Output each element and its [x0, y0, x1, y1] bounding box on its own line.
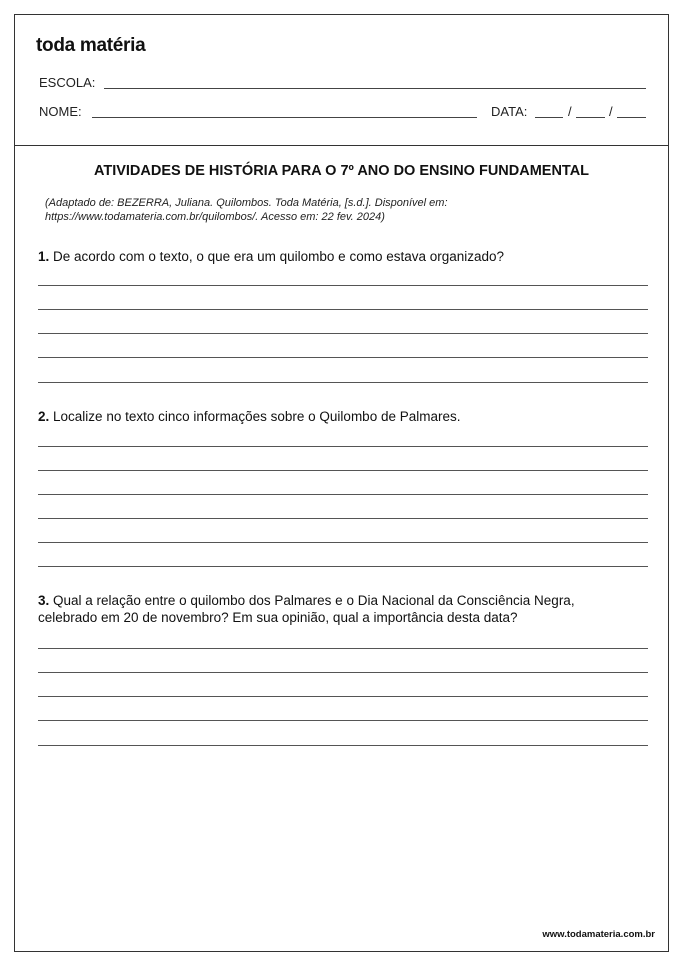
school-label: ESCOLA:	[39, 75, 96, 90]
answer-line[interactable]	[38, 285, 648, 286]
question-text: celebrado em 20 de novembro? Em sua opinião, qual a importância desta data?	[38, 610, 518, 625]
page-title: ATIVIDADES DE HISTÓRIA PARA O 7º ANO DO ENSINO FUNDAMENTAL	[93, 163, 590, 179]
date-day-field[interactable]	[535, 117, 563, 118]
date-label: DATA:	[491, 104, 528, 119]
date-month-field[interactable]	[576, 117, 605, 118]
question-text: De acordo com o texto, o que era um quilombo e como estava organizado?	[53, 249, 505, 264]
question-2	[38, 408, 638, 425]
question-number: 1.	[38, 249, 50, 264]
question-1	[38, 248, 638, 265]
date-separator: /	[568, 104, 572, 119]
answer-line[interactable]	[38, 446, 648, 447]
answer-line[interactable]	[38, 672, 648, 673]
answer-line[interactable]	[38, 470, 648, 471]
question-number: 2.	[38, 409, 50, 424]
logo: toda matéria	[36, 35, 146, 56]
worksheet-header	[15, 15, 668, 146]
answer-line[interactable]	[38, 696, 648, 697]
answer-line[interactable]	[38, 720, 648, 721]
question-text: Localize no texto cinco informações sobre o Quilombo de Palmares.	[53, 409, 461, 424]
footer-url: www.todamateria.com.br	[542, 929, 655, 940]
name-label: NOME:	[39, 104, 82, 119]
date-separator: /	[609, 104, 613, 119]
answer-line[interactable]	[38, 382, 648, 383]
question-text: Qual a relação entre o quilombo dos Palmares e o Dia Nacional da Consciência Negra,	[53, 593, 575, 608]
answer-line[interactable]	[38, 333, 648, 334]
answer-line[interactable]	[38, 518, 648, 519]
citation-line: (Adaptado de: BEZERRA, Juliana. Quilombos. Toda Matéria, [s.d.]. Disponível em:	[45, 197, 448, 209]
citation-line: https://www.todamateria.com.br/quilombos/. Acesso em: 22 fev. 2024)	[45, 211, 385, 223]
question-3	[38, 592, 638, 626]
answer-line[interactable]	[38, 357, 648, 358]
citation	[45, 196, 645, 224]
name-field[interactable]	[92, 117, 477, 118]
answer-line[interactable]	[38, 494, 648, 495]
date-year-field[interactable]	[617, 117, 646, 118]
answer-line[interactable]	[38, 566, 648, 567]
answer-line[interactable]	[38, 309, 648, 310]
answer-line[interactable]	[38, 745, 648, 746]
answer-line[interactable]	[38, 648, 648, 649]
worksheet	[14, 14, 669, 952]
question-number: 3.	[38, 593, 50, 608]
school-field[interactable]	[104, 88, 646, 89]
answer-line[interactable]	[38, 542, 648, 543]
